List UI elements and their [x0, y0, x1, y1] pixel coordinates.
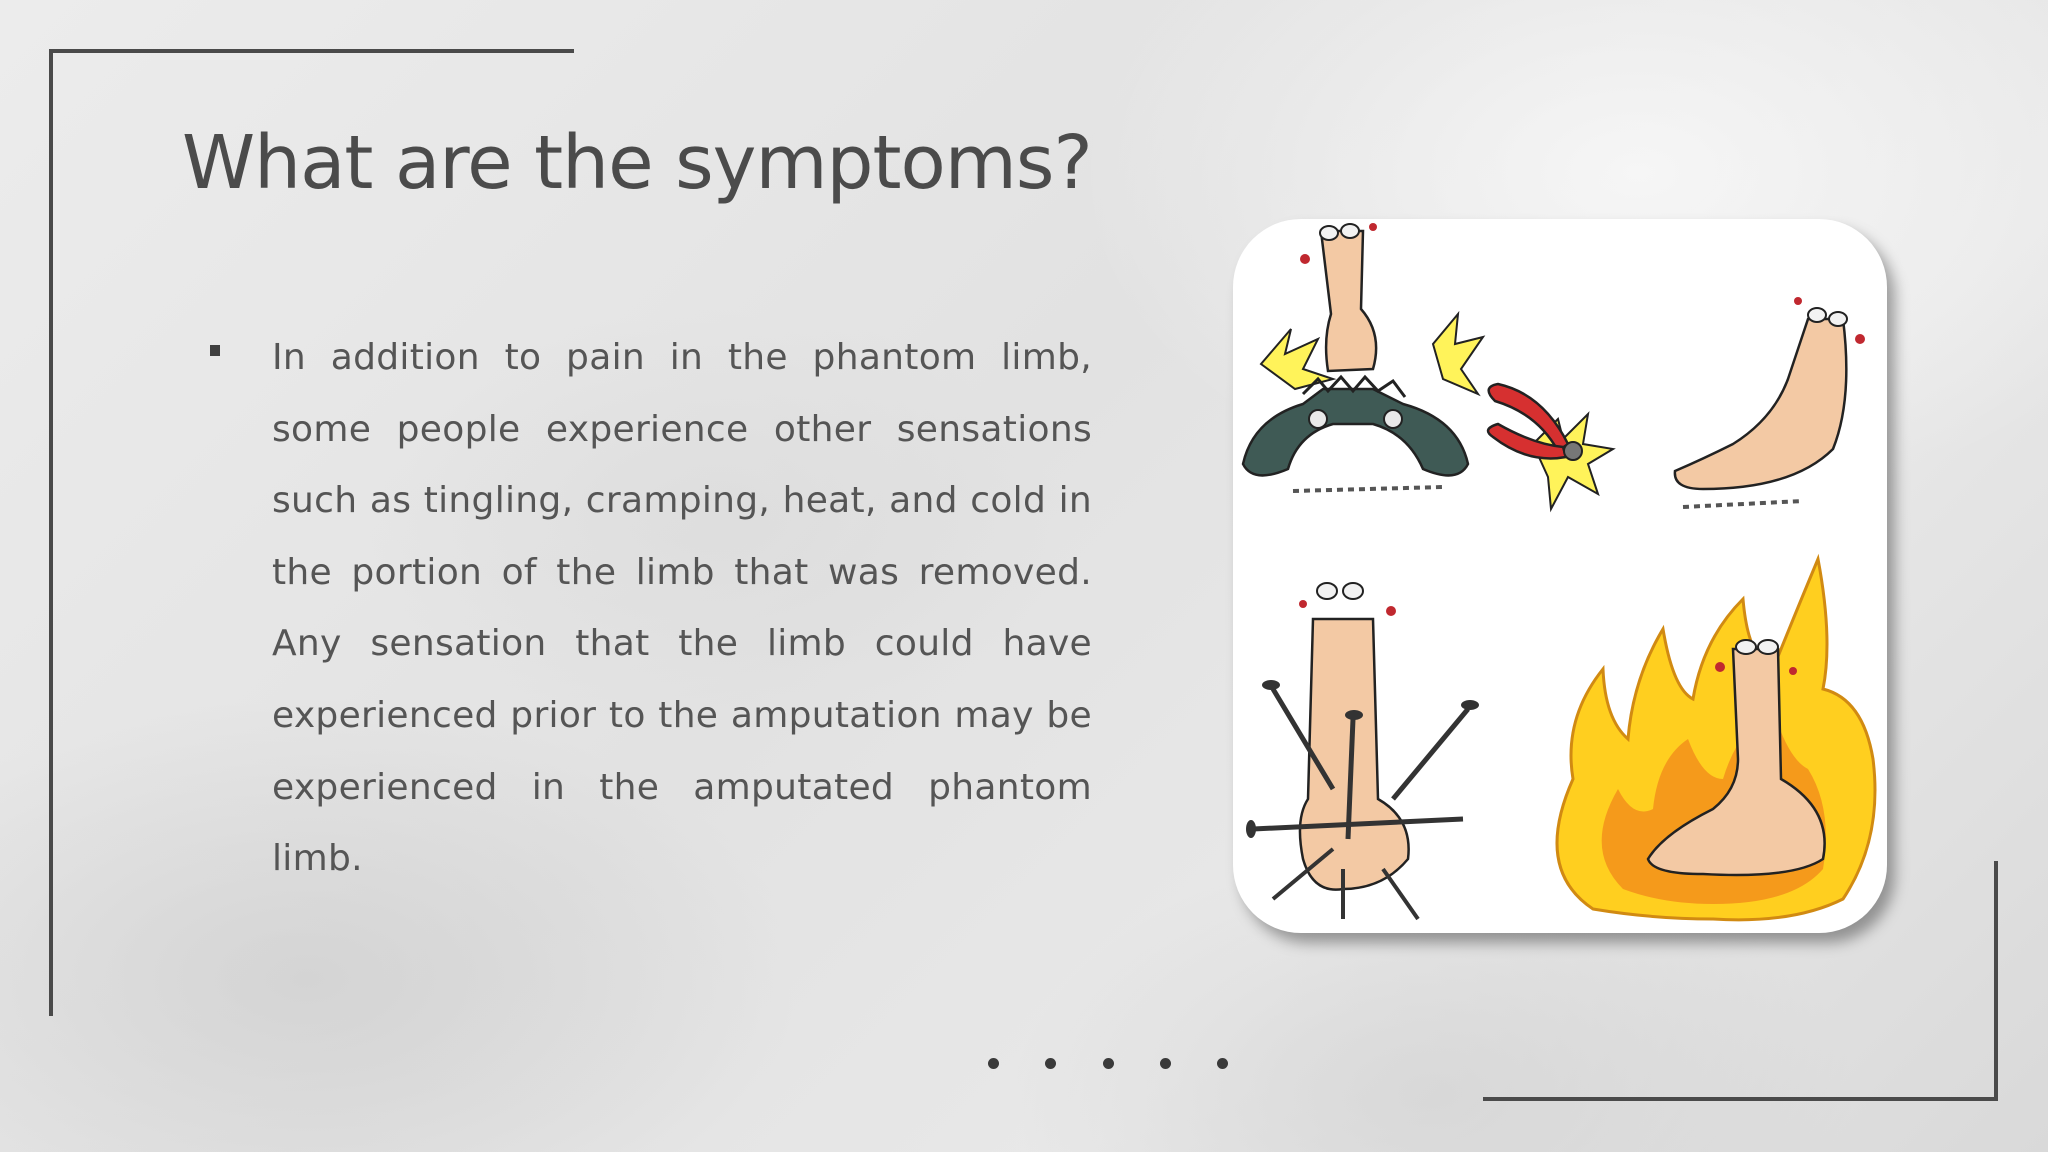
frame-line-left [49, 49, 53, 1016]
phantom-pain-illustration [1233, 219, 1887, 933]
slide-title: What are the symptoms? [182, 120, 1092, 206]
pagination-dot [1045, 1058, 1056, 1069]
foot-in-trap-illustration [1243, 223, 1483, 491]
toe-pinched-by-pliers-illustration [1488, 297, 1865, 509]
pagination-dot [1103, 1058, 1114, 1069]
pagination-dot [1160, 1058, 1171, 1069]
pagination-dot [1217, 1058, 1228, 1069]
square-bullet-icon [210, 345, 220, 356]
bullet-text: In addition to pain in the phantom limb, some people experience other sensations such as tingling, cramping, heat, and cold in the portion of the limb that was removed. Any sensation that the limb could have experienced prior to the amputation may be experienced in the amputated phantom limb. [272, 337, 1092, 880]
pagination-dots [988, 1056, 1228, 1070]
frame-line-bottom [1483, 1097, 1998, 1101]
frame-line-right [1994, 861, 1998, 1101]
foot-in-flames-illustration [1557, 559, 1875, 920]
frame-line-top [49, 49, 574, 53]
pagination-dot [988, 1058, 999, 1069]
hand-pierced-by-nails-illustration [1246, 583, 1479, 919]
